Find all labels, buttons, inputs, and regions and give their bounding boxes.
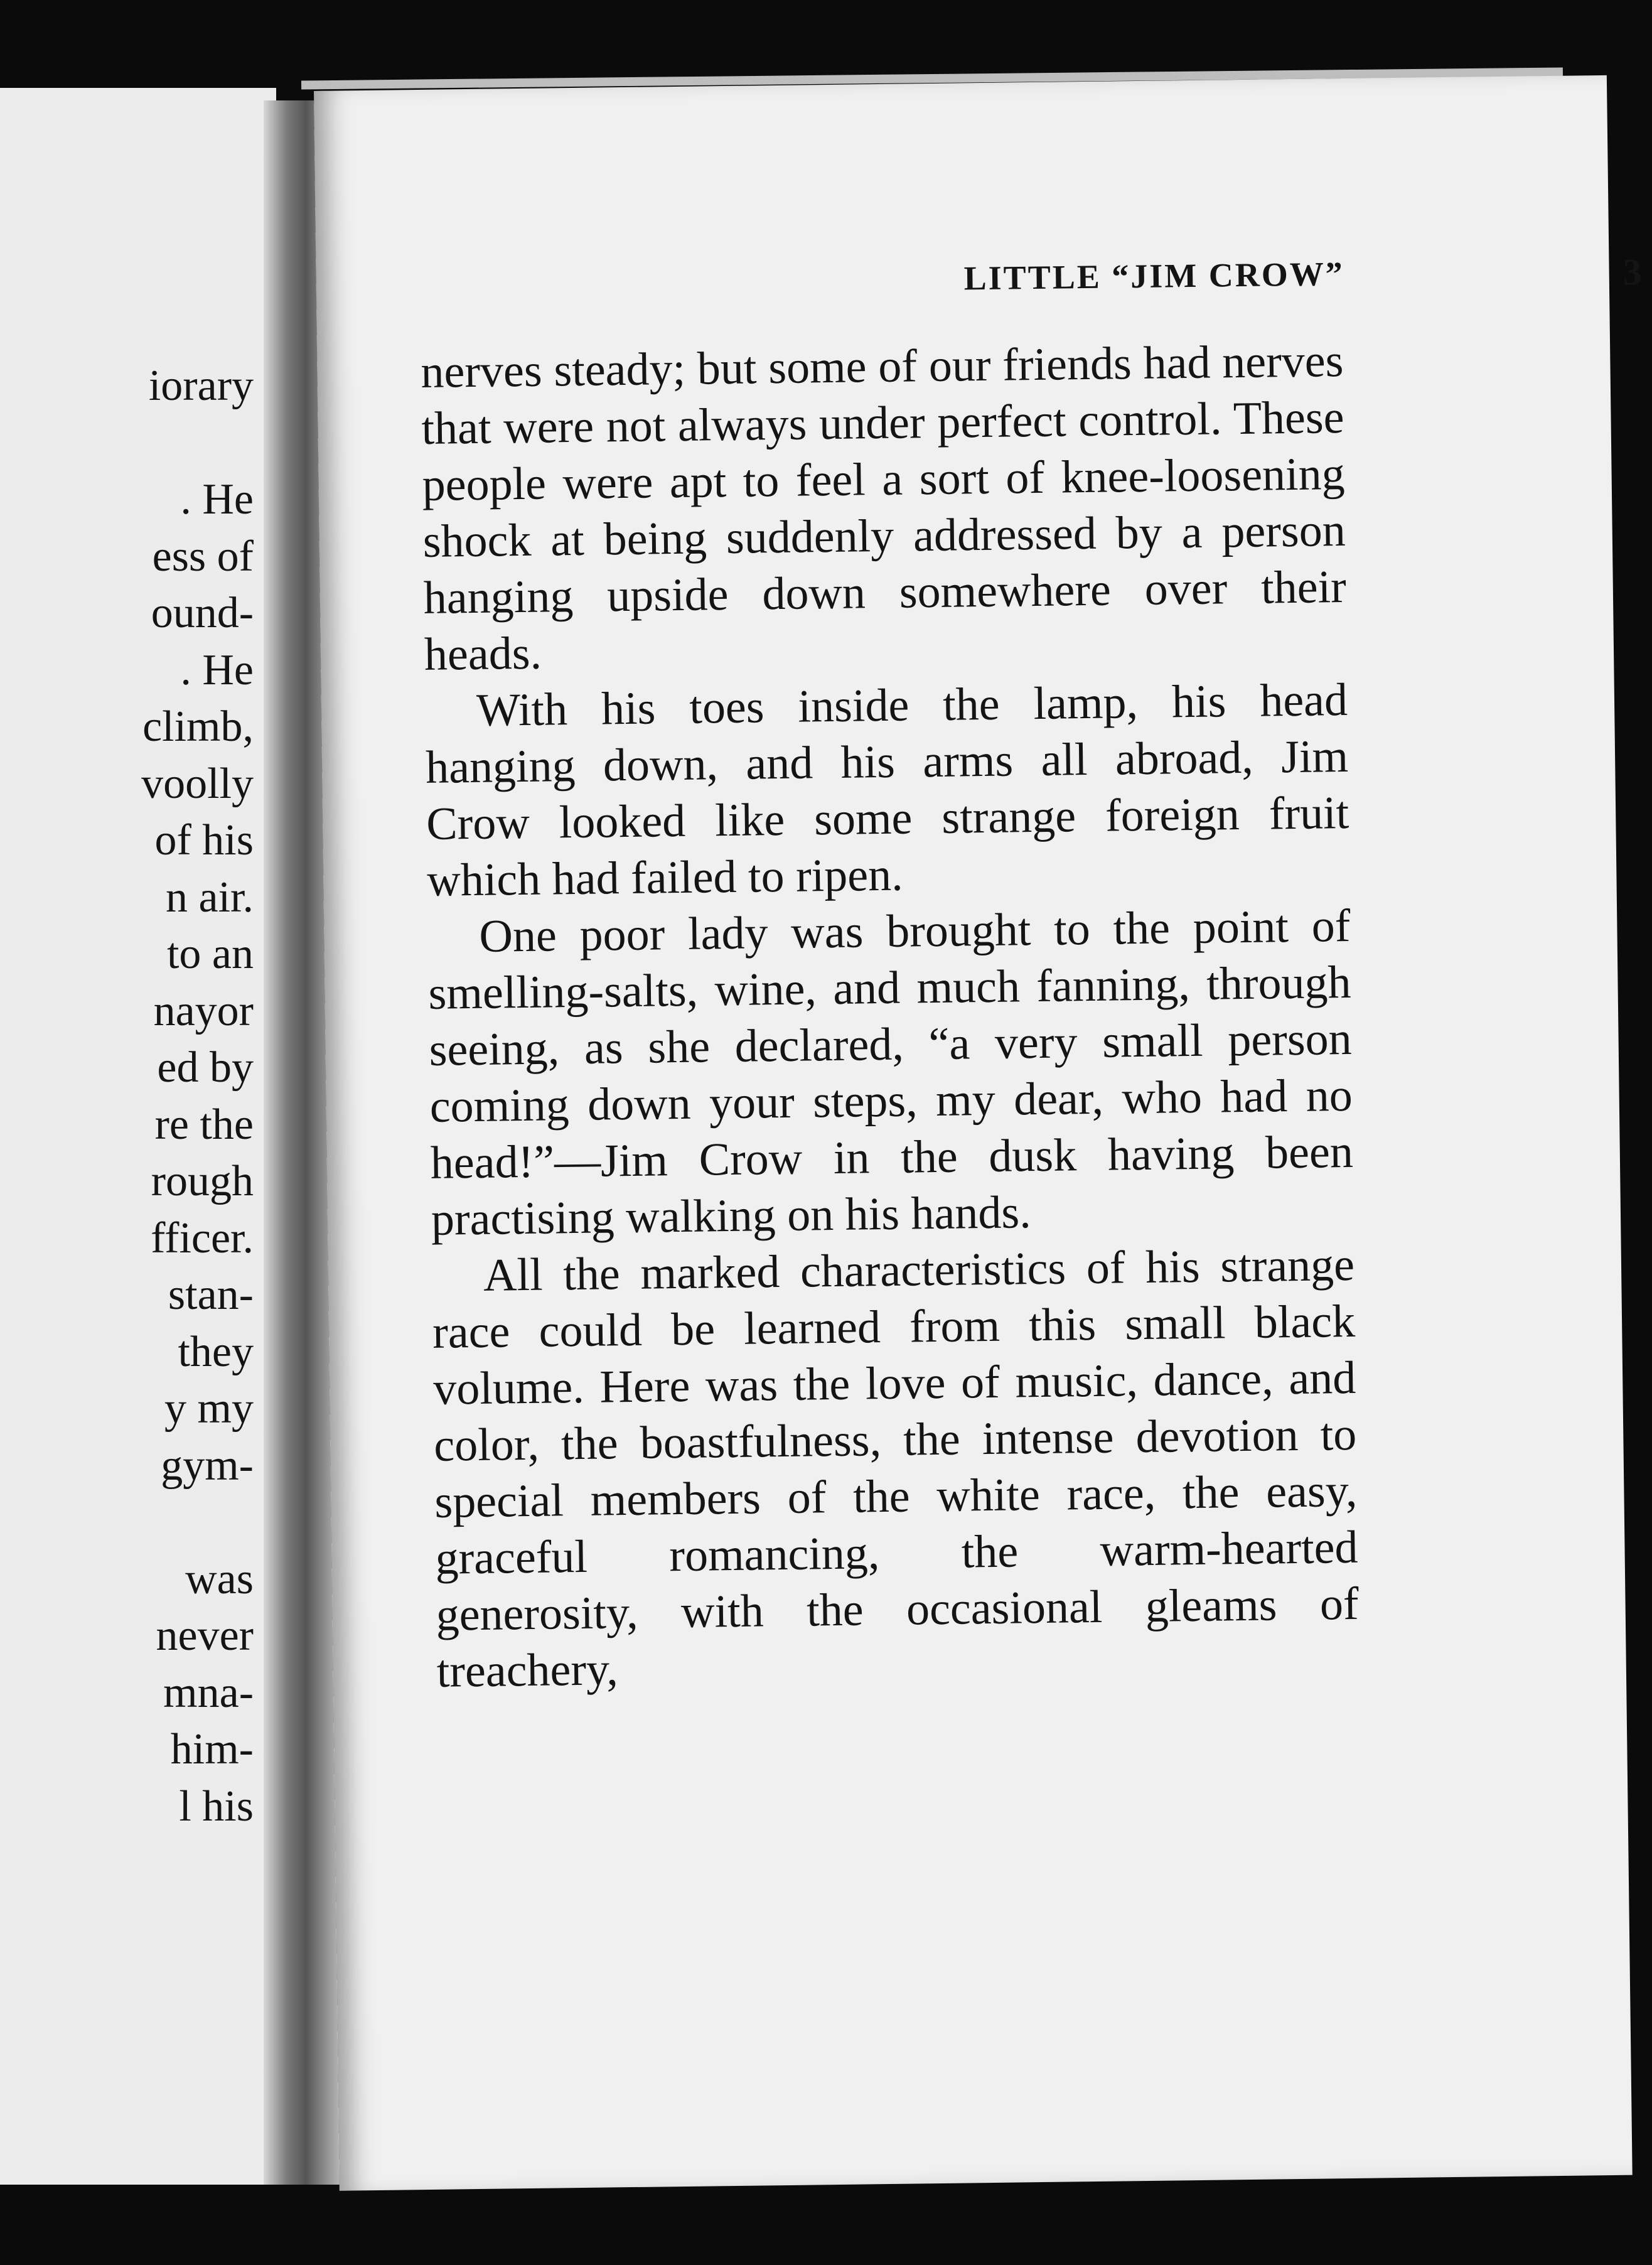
left-line [141, 1494, 254, 1551]
left-line: ed by [157, 1043, 254, 1092]
running-title: LITTLE “JIM CROW” [963, 254, 1345, 298]
left-page [0, 88, 276, 2185]
left-line: him- [170, 1725, 254, 1773]
left-line: gym- [161, 1441, 254, 1490]
paragraph: With his toes inside the lamp, his head hanging down, and his arms all abroad, Jim Crow looked like some strange foreign fruit which had failed to ripen. [425, 674, 1349, 907]
left-line: stan- [168, 1271, 254, 1319]
left-line: was [185, 1554, 254, 1603]
left-line: . He [180, 645, 254, 694]
page-body [421, 333, 1360, 1700]
left-line: nayor [153, 986, 254, 1035]
left-line: mna- [163, 1668, 254, 1717]
left-line: re the [154, 1100, 254, 1149]
left-line: ound- [151, 589, 254, 637]
left-line: to an [166, 930, 254, 978]
paragraph: One poor lady was brought to the point of smelling-salts, wine, and much fanning, through seeing, as she declared, “a very small person coming down your steps, my dear, who had no head!”—Jim Crow in the dusk having been practising walking on his hands. [428, 900, 1354, 1245]
left-line: ess of [152, 532, 254, 581]
paragraph: All the marked characteristics of his strange race could be learned from this small black volume. Here was the love of music, dance, and color, the boastfulness, the intense devotion to special members of the white race, the easy, graceful romancing, the warm-hearted generosity, with the occasional gleams of treachery, [432, 1239, 1360, 1697]
left-line: voolly [141, 759, 254, 808]
paragraph: nerves steady; but some of our friends had nerves that were not always under perfect control. These people were apt to feel a sort of knee-loosening shock at being suddenly addressed by a person hanging upside down somewhere over their heads. [420, 335, 1347, 681]
left-line: rough [151, 1157, 254, 1205]
right-page [314, 75, 1644, 2191]
left-line: iorary [148, 362, 254, 410]
left-line: of his [154, 816, 254, 864]
page-number: 3 [1622, 251, 1644, 293]
left-page-text [141, 358, 254, 1835]
left-line: climb, [142, 702, 254, 751]
running-header [664, 250, 1644, 313]
left-line [141, 415, 254, 472]
left-line: never [156, 1611, 254, 1660]
left-line: l his [179, 1782, 254, 1831]
left-line: they [178, 1327, 254, 1376]
left-line: y my [164, 1384, 254, 1433]
left-line: n air. [166, 873, 254, 922]
left-line: fficer. [151, 1213, 254, 1262]
left-line: . He [180, 475, 254, 524]
